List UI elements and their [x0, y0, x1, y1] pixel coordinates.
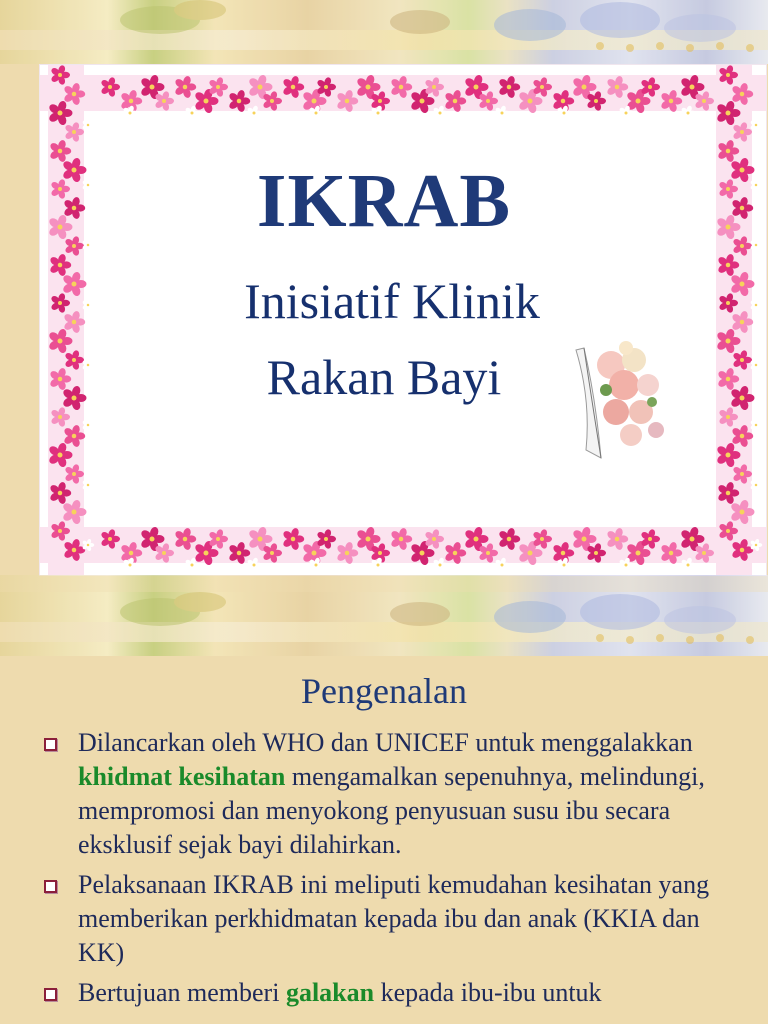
- slide-title: IKRAB: [256, 159, 512, 243]
- square-bullet-icon: [44, 880, 57, 893]
- bullet-item: [40, 868, 740, 970]
- flower-border-bottom: [40, 517, 766, 575]
- content-slide: [0, 592, 768, 1024]
- flower-border-top: [40, 65, 766, 123]
- bullet-text: kepada ibu-ibu untuk: [374, 978, 602, 1007]
- bullet-highlight-text: galakan: [285, 978, 375, 1007]
- bullet-text: Pelaksanaan IKRAB ini meliputi kemudahan kesihatan yang memberikan perkhidmatan kepada ibu dan anak (KKIA dan KK): [78, 870, 710, 967]
- square-bullet-icon: [44, 988, 57, 1001]
- bullet-item: [40, 726, 740, 862]
- bullet-text: Dilancarkan oleh WHO dan UNICEF untuk menggalakkan: [78, 728, 693, 757]
- slide-subtitle-line2: Rakan Bayi: [266, 349, 502, 405]
- decorative-band-bottom: [0, 575, 768, 592]
- slide-subtitle-line1: Inisiatif Klinik: [244, 273, 540, 329]
- bullet-text: Bertujuan memberi: [78, 978, 286, 1007]
- decorative-flower-band-top-2: [0, 592, 768, 656]
- decorative-flower-band-top: [0, 0, 768, 64]
- bullet-item: [40, 976, 740, 1010]
- section-heading: Pengenalan: [301, 671, 467, 711]
- bullet-text: mengamalkan sepenuhnya, melindungi, mempromosi dan menyokong penyusuan susu ibu secara eksklusif sejak bayi dilahirkan.: [78, 762, 705, 859]
- bouquet-image: [556, 330, 671, 465]
- bullet-highlight-text: khidmat kesihatan: [78, 762, 286, 791]
- square-bullet-icon: [44, 738, 57, 751]
- bullet-list: [40, 726, 740, 1016]
